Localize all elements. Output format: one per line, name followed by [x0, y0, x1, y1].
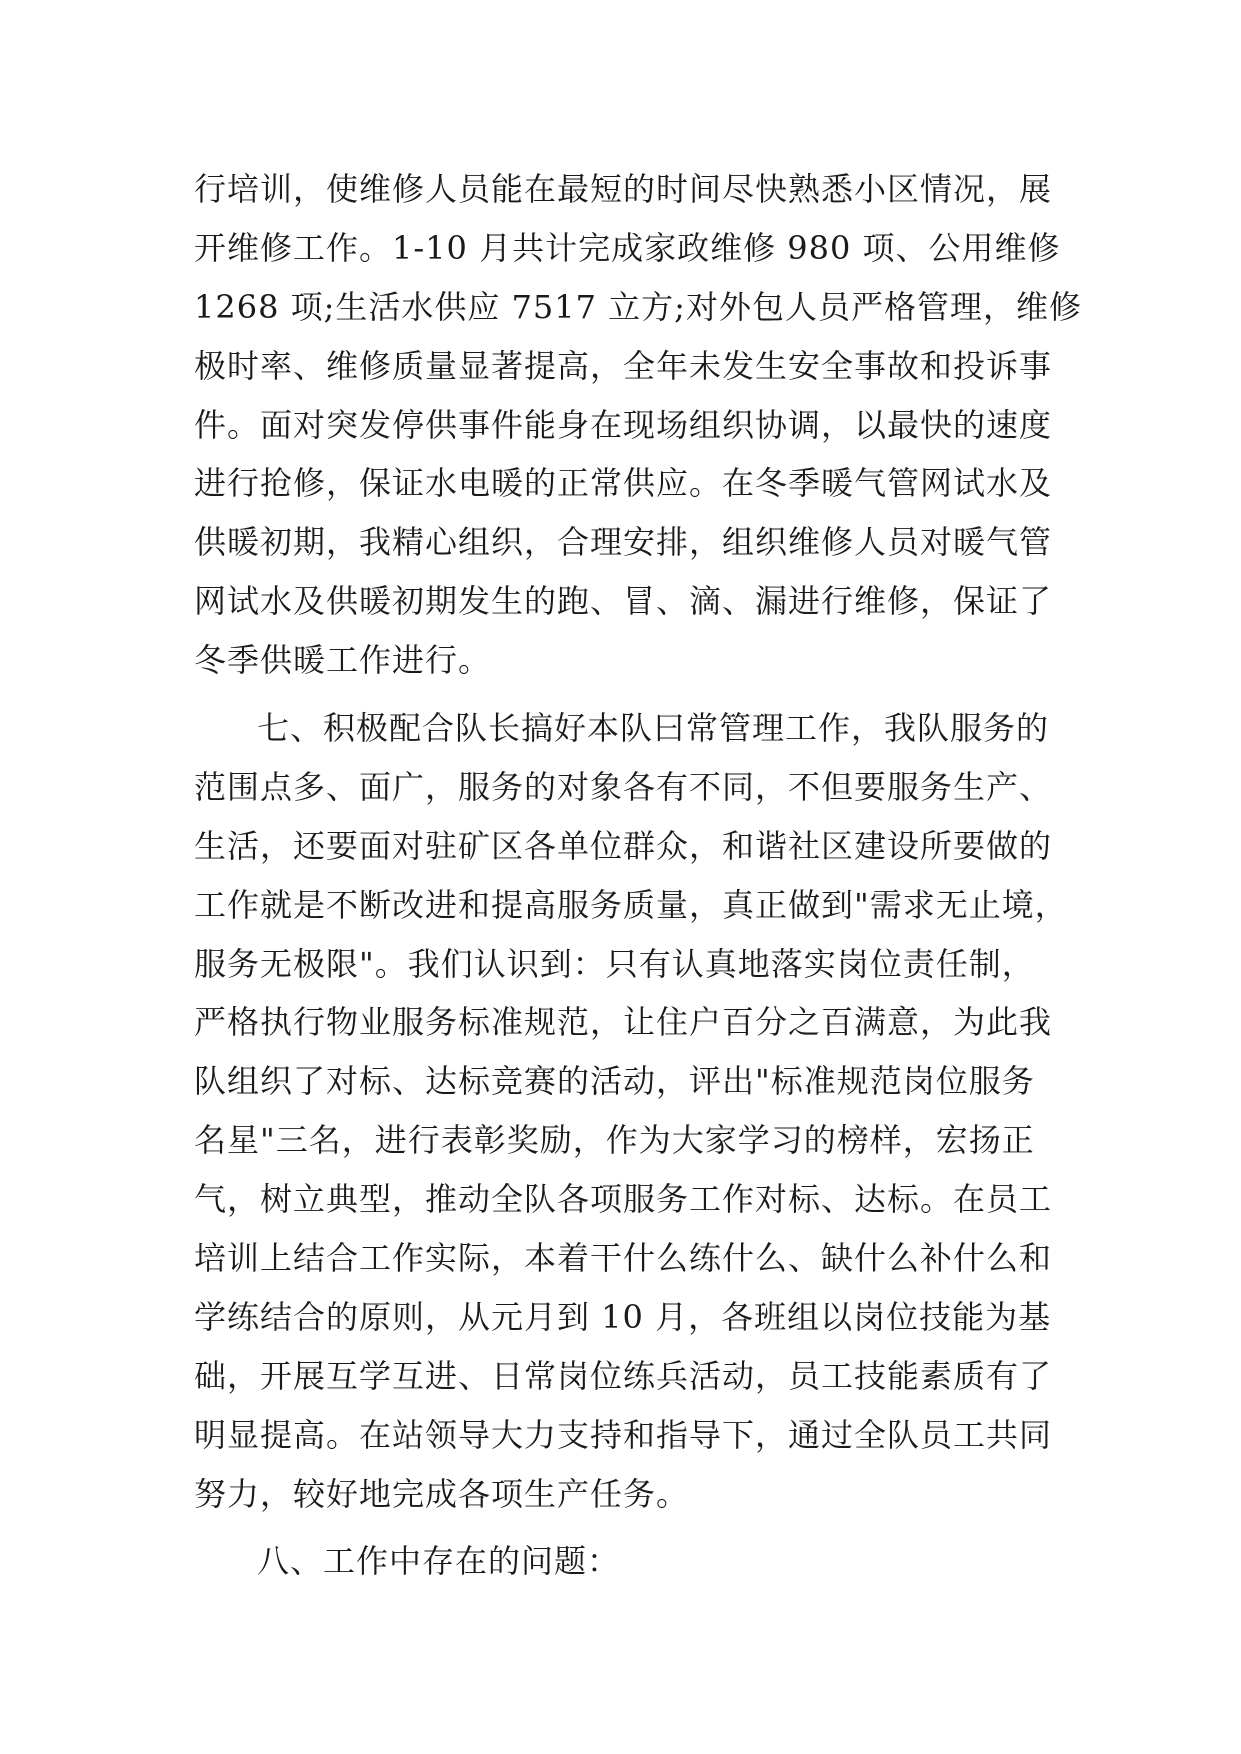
text-line: 开维修工作。1-10 月共计完成家政维修 980 项、公用维修	[194, 228, 1061, 267]
document-body	[194, 160, 1082, 1591]
text-line: 学练结合的原则，从元月到 10 月，各班组以岗位技能为基	[194, 1297, 1052, 1336]
paragraph-gap	[194, 690, 1074, 699]
text-line: 工作就是不断改进和提高服务质量，真正做到"需求无止境，	[194, 885, 1068, 924]
text-line: 队组织了对标、达标竞赛的活动，评出"标准规范岗位服务	[194, 1062, 1035, 1101]
text-line: 冬季供暖工作进行。	[194, 641, 492, 680]
text-line: 服务无极限"。我们认识到：只有认真地落实岗位责任制，	[194, 944, 1035, 983]
section-heading-line: 七、积极配合队长搞好本队曰常管理工作，我队服务的	[257, 709, 1050, 748]
section-heading-line: 八、工作中存在的问题：	[257, 1542, 621, 1581]
text-line: 1268 项;生活水供应 7517 立方;对外包人员严格管理，维修	[194, 287, 1082, 326]
text-line: 行培训，使维修人员能在最短的时间尽快熟悉小区情况，展	[194, 170, 1053, 208]
text-line: 气，树立典型，推动全队各项服务工作对标、达标。在员工	[194, 1180, 1053, 1219]
text-line: 范围点多、面广，服务的对象各有不同，不但要服务生产、	[194, 767, 1053, 806]
text-line: 础，开展互学互进、日常岗位练兵活动，员工技能素质有了	[194, 1356, 1053, 1395]
text-line: 极时率、维修质量显著提高，全年未发生安全事故和投诉事	[194, 346, 1053, 385]
text-line: 进行抢修，保证水电暖的正常供应。在冬季暖气管网试水及	[194, 464, 1053, 503]
text-line: 努力，较好地完成各项生产任务。	[194, 1474, 690, 1513]
paragraph-gap	[194, 1523, 1074, 1532]
text-line: 明显提高。在站领导大力支持和指导下，通过全队员工共同	[194, 1415, 1053, 1454]
text-line: 严格执行物业服务标准规范，让住户百分之百满意，为此我	[194, 1003, 1053, 1042]
text-line: 生活，还要面对驻矿区各单位群众，和谐社区建设所要做的	[194, 826, 1053, 865]
text-line: 供暖初期，我精心组织，合理安排，组织维修人员对暖气管	[194, 523, 1053, 562]
text-line: 件。面对突发停供事件能身在现场组织协调，以最快的速度	[194, 405, 1053, 444]
text-line: 培训上结合工作实际，本着干什么练什么、缺什么补什么和	[194, 1239, 1053, 1278]
text-line: 名星"三名，进行表彰奖励，作为大家学习的榜样，宏扬正	[194, 1121, 1035, 1160]
text-line: 网试水及供暖初期发生的跑、冒、滴、漏进行维修，保证了	[194, 582, 1053, 621]
